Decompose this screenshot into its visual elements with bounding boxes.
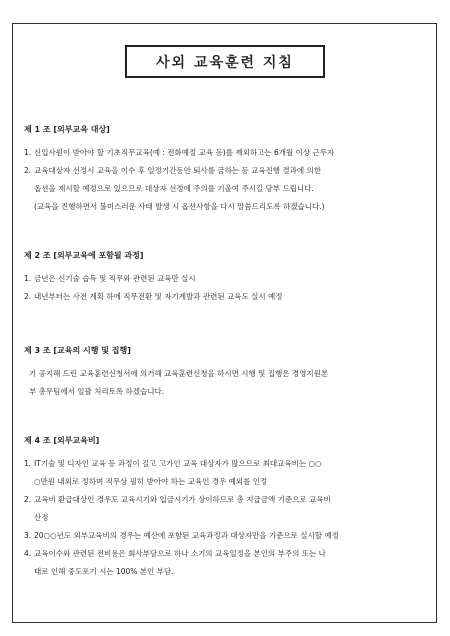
- item-text-continued: 산정: [34, 513, 49, 522]
- document-title-text: 사외 교육훈련 지침: [156, 54, 294, 71]
- item-number: 1.: [24, 274, 32, 283]
- list-item: [24, 144, 426, 162]
- list-item: [24, 270, 426, 288]
- paragraph-line: 기 공지해 드린 교육훈련신청서에 의거해 교육훈련신청을 하시면 시행 및 집행은 경영지원본: [29, 369, 329, 378]
- list-item: [24, 545, 426, 563]
- item-number: 1.: [24, 148, 32, 157]
- article-2-heading: 제 2 조 [외부교육에 포함될 과정]: [24, 251, 144, 260]
- item-text: 교육이수와 관련된 전비용은 회사부담으로 하나 소기의 교육일정을 본인의 부주의 또는 나: [34, 549, 326, 558]
- article-3-heading: 제 3 조 [교육의 시행 및 집행]: [24, 346, 131, 355]
- paragraph-line: 부 총무팀에서 일괄 처리토록 하겠습니다.: [29, 387, 165, 396]
- item-number: 3.: [24, 531, 32, 540]
- section-article-1: [24, 124, 426, 216]
- item-number: 2.: [24, 292, 32, 301]
- article-4-heading: 제 4 조 [외부교육비]: [24, 436, 100, 445]
- item-number: 2.: [24, 166, 32, 175]
- list-item: [24, 455, 426, 473]
- list-item: [24, 491, 426, 509]
- list-item: [24, 288, 426, 306]
- item-text: 교육대상자 선정시 교육을 이수 후 일정기간동안 퇴사를 금하는 등 교육진행 결과에 의한: [34, 166, 322, 175]
- item-text-continued: (교육을 진행하면서 불미스러운 사태 발생 시 옵션사항을 다시 말씀드리도록 하겠습니다.): [34, 202, 325, 211]
- article-3-paragraph: [24, 365, 426, 401]
- item-text: 20○○년도 외부교육비의 경우는 예산에 포함된 교육과정과 대상자만을 기준으로 실시할 예정: [34, 531, 339, 540]
- item-number: 4.: [24, 549, 32, 558]
- item-text-continued: ○만원 내외로 정하며 직무상 필히 받아야 하는 교육인 경우 예외를 인정: [34, 477, 268, 486]
- list-item: [24, 162, 426, 180]
- section-article-4: [24, 435, 426, 581]
- section-article-2: [24, 250, 426, 306]
- article-1-heading: 제 1 조 [외부교육 대상]: [24, 125, 110, 134]
- item-text: 교육비 환급대상인 경우도 교육시기와 입금시기가 상이하므로 총 지급금액 기준으로 교육비: [34, 495, 331, 504]
- item-text: 신입사원이 받아야 할 기초직무교육(예 : 전화예절 교육 등)를 제외하고는 6개월 이상 근무자: [34, 148, 335, 157]
- item-text: 내년부터는 사전 계획 하에 직무전환 및 자기계발과 관련된 교육도 실시 예정: [34, 292, 283, 301]
- item-number: 1.: [24, 459, 32, 468]
- document-title: [125, 45, 325, 78]
- item-text: IT기술 및 디자인 교육 등 과정이 길고 고가인 교육 대상자가 많으므로 최대교육비는 ○○: [34, 459, 322, 468]
- section-article-3: [24, 345, 426, 401]
- item-text: 금년은 신기술 습득 및 직무와 관련된 교육만 실시: [34, 274, 196, 283]
- item-text-continued: 옵션을 제시할 예정으로 있으므로 대상자 선정에 주의를 기울여 주시길 당부 드립니다.: [34, 184, 314, 193]
- item-text-continued: 태로 인해 중도포기 시는 100% 본인 부담.: [34, 567, 174, 576]
- list-item: [24, 527, 426, 545]
- item-number: 2.: [24, 495, 32, 504]
